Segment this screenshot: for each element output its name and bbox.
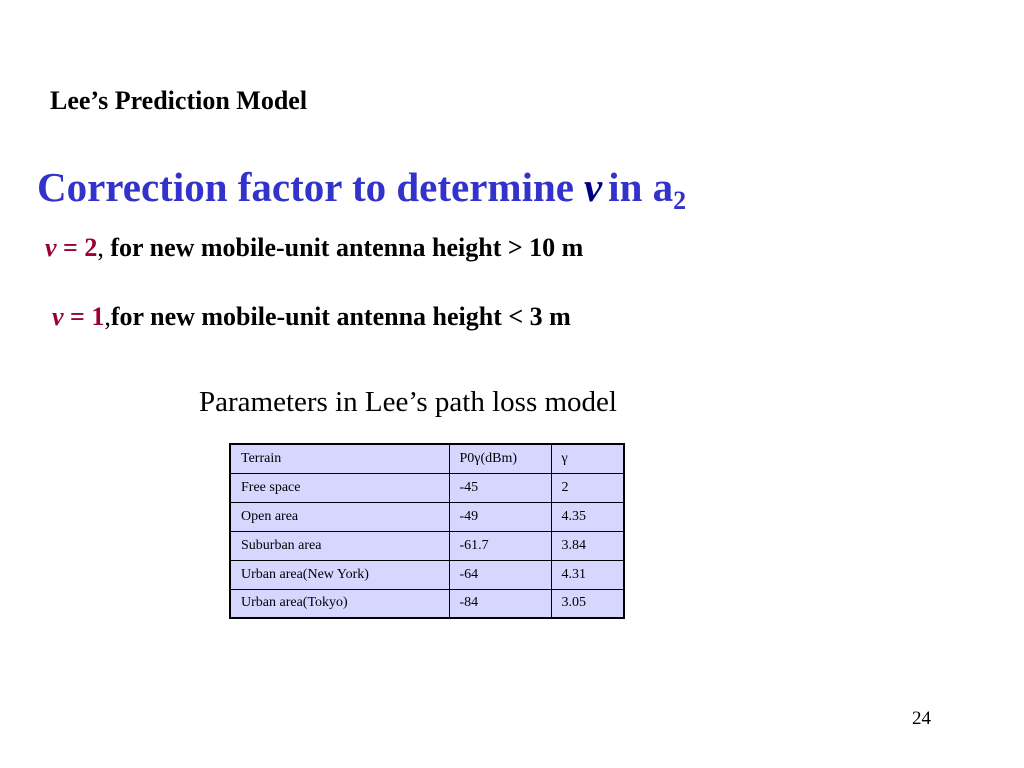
page-number: 24 xyxy=(912,708,931,729)
condition-1-equation xyxy=(45,233,97,262)
column-header-terrain: Terrain xyxy=(230,444,449,473)
condition-2-value: = 1 xyxy=(70,302,105,331)
condition-1-variable: v xyxy=(45,233,57,262)
condition-2-separator: , xyxy=(104,302,111,331)
condition-line-1 xyxy=(45,233,583,263)
slide-heading xyxy=(37,163,686,216)
table-cell: Urban area(Tokyo) xyxy=(230,589,449,618)
column-header-p0: P0γ(dBm) xyxy=(449,444,551,473)
table-cell: Open area xyxy=(230,502,449,531)
table-row xyxy=(230,531,624,560)
slide-header: Lee’s Prediction Model xyxy=(50,86,308,115)
table-cell: -84 xyxy=(449,589,551,618)
condition-2-equation xyxy=(52,302,104,331)
table-caption: Parameters in Lee’s path loss model xyxy=(199,386,617,418)
condition-1-text: for new mobile-unit antenna height > 10 m xyxy=(103,233,584,262)
table-row xyxy=(230,502,624,531)
table-cell: 4.35 xyxy=(551,502,624,531)
table-cell: Urban area(New York) xyxy=(230,560,449,589)
heading-suffix: in a xyxy=(608,164,674,210)
table-row xyxy=(230,560,624,589)
table-row xyxy=(230,473,624,502)
table-cell: 3.05 xyxy=(551,589,624,618)
condition-line-2 xyxy=(52,302,571,332)
condition-2-variable: v xyxy=(52,302,64,331)
condition-1-value: = 2 xyxy=(63,233,98,262)
column-header-gamma: γ xyxy=(551,444,624,473)
table-cell: -64 xyxy=(449,560,551,589)
table-cell: Free space xyxy=(230,473,449,502)
condition-1-separator: , xyxy=(97,233,104,262)
heading-text: Correction factor to determine xyxy=(37,164,574,210)
table-header-row xyxy=(230,444,624,473)
table-cell: 4.31 xyxy=(551,560,624,589)
table-cell: -45 xyxy=(449,473,551,502)
heading-subscript: 2 xyxy=(673,186,687,215)
table-cell: Suburban area xyxy=(230,531,449,560)
table-cell: -49 xyxy=(449,502,551,531)
condition-2-text: for new mobile-unit antenna height < 3 m xyxy=(110,302,571,331)
table-cell: 3.84 xyxy=(551,531,624,560)
parameters-table xyxy=(229,443,625,619)
table-row xyxy=(230,589,624,618)
table-cell: -61.7 xyxy=(449,531,551,560)
heading-variable: v xyxy=(583,164,603,210)
table-cell: 2 xyxy=(551,473,624,502)
